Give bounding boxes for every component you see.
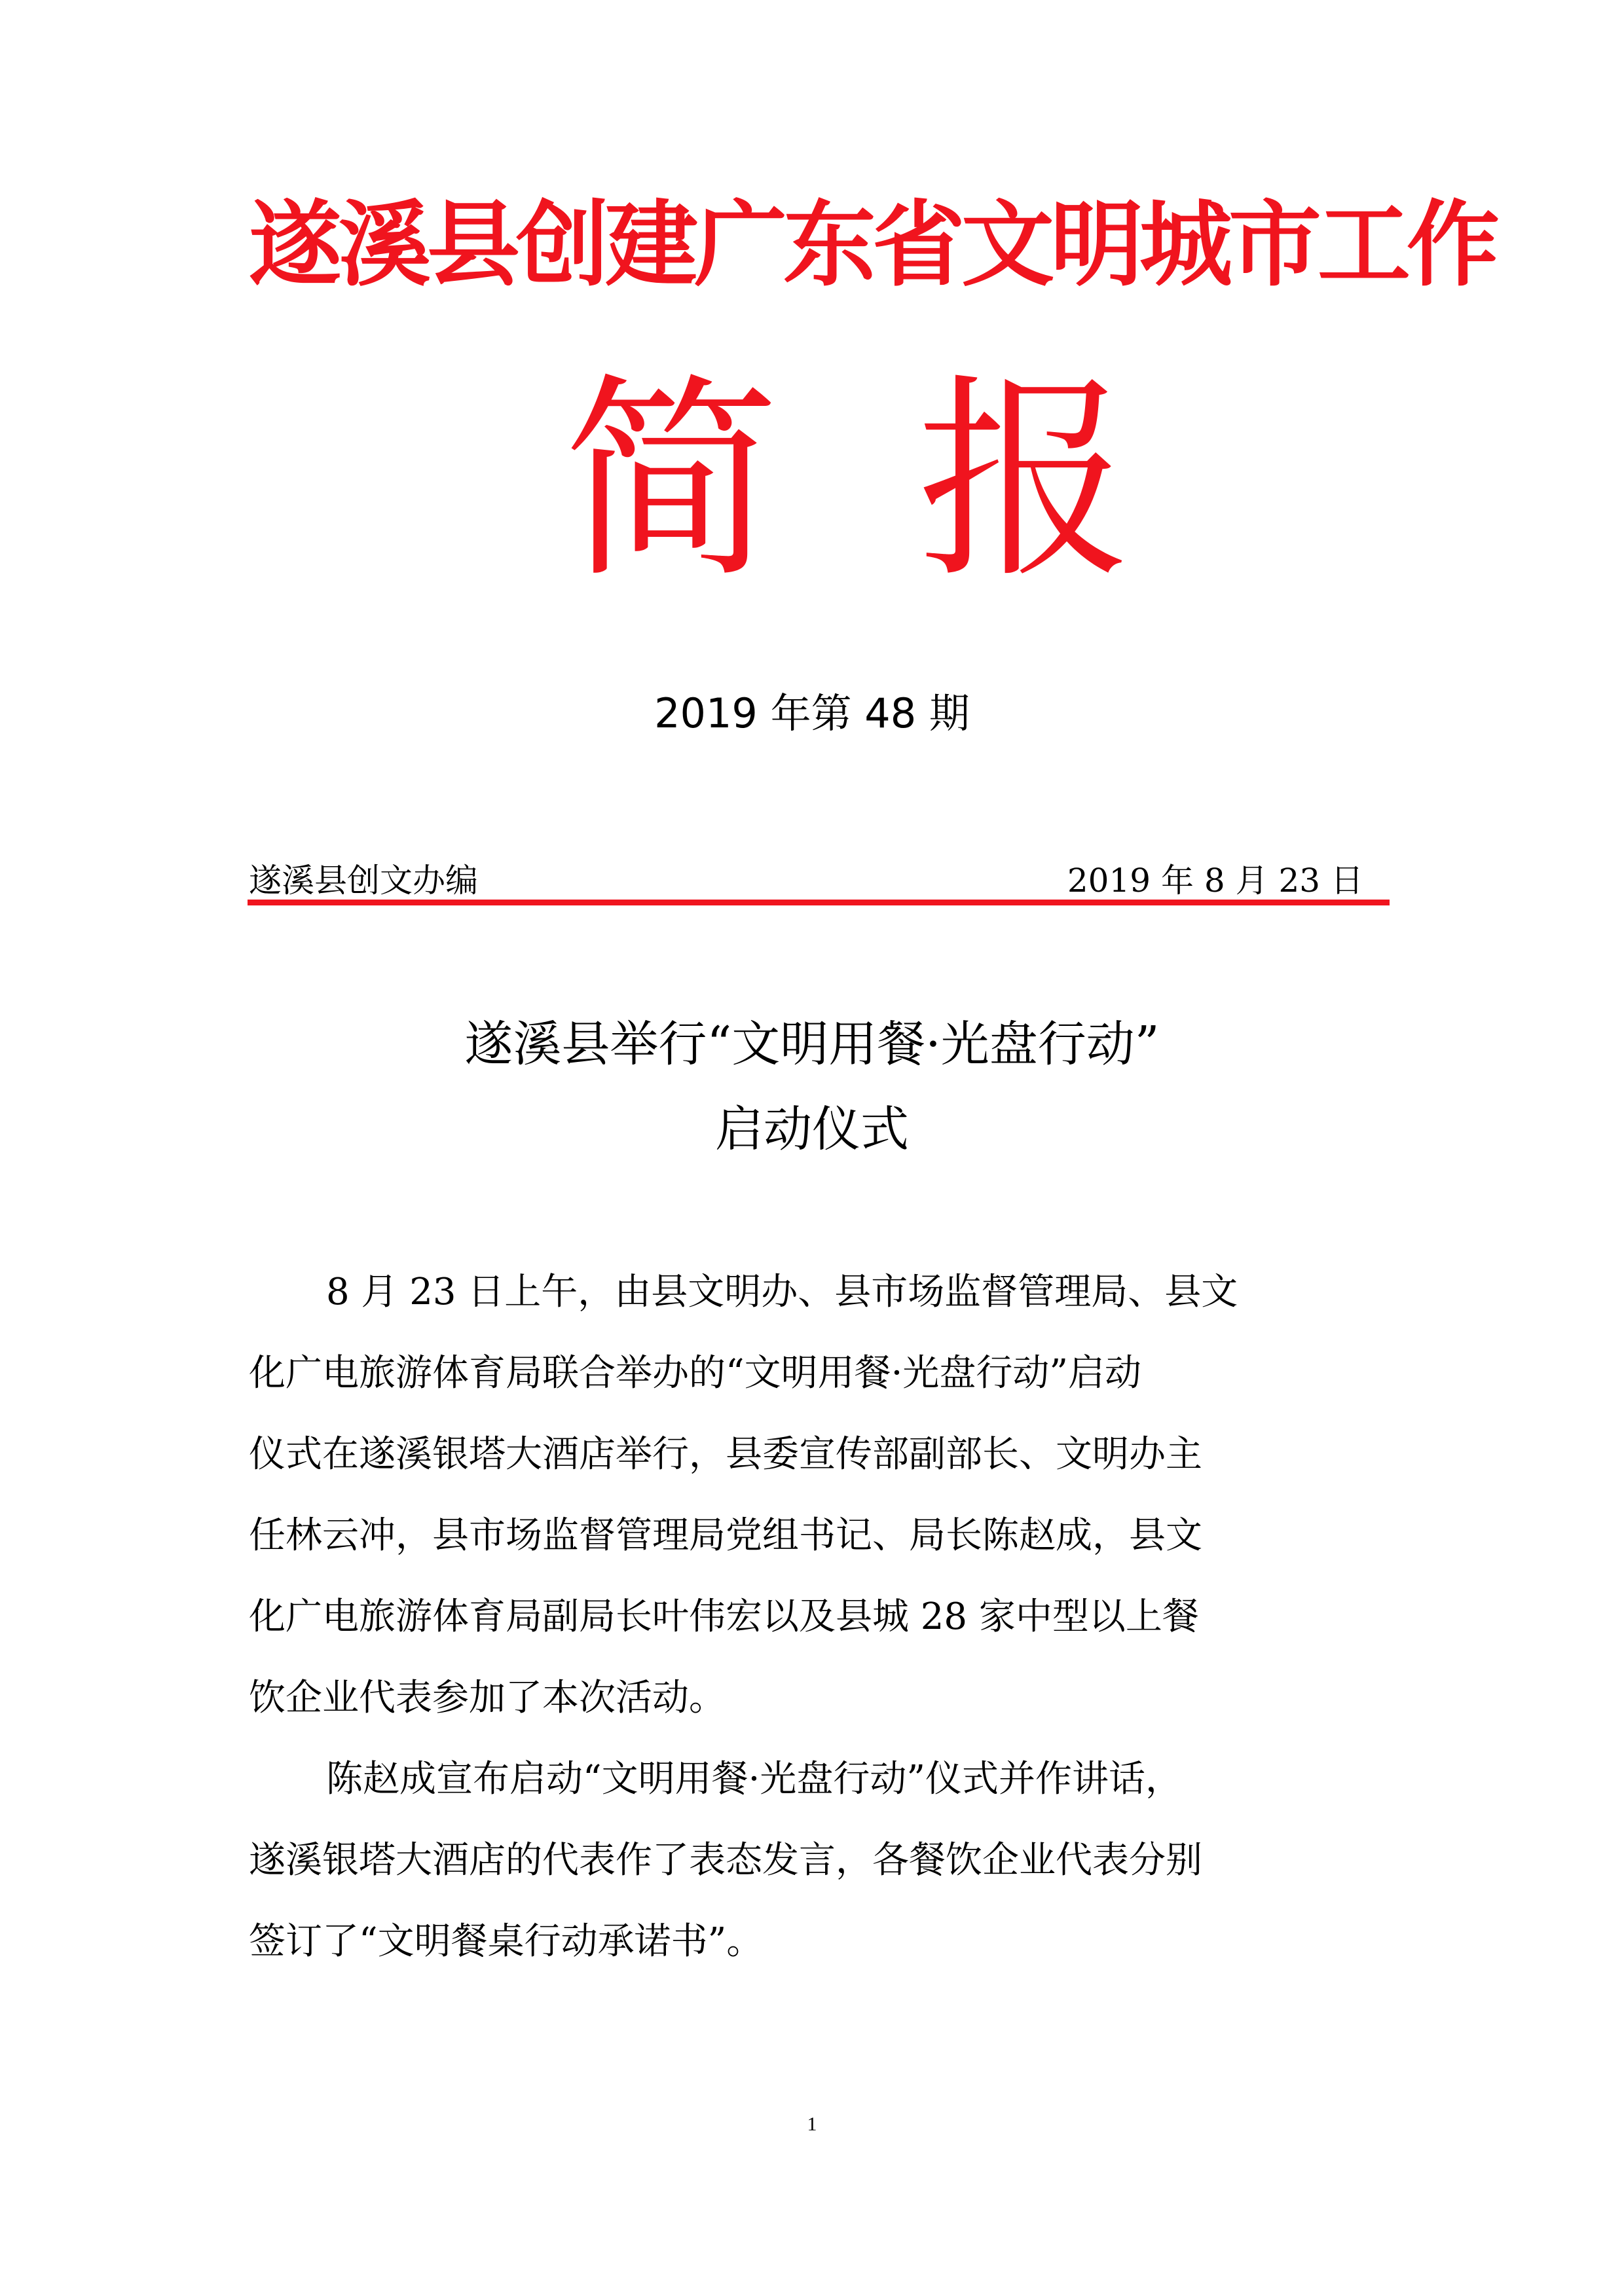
paragraph-1-line: 饮企业代表参加了本次活动。 [249,1677,726,1719]
paragraph-1-line: 任林云冲，县市场监督管理局党组书记、局长陈赵成，县文 [249,1514,1202,1557]
meta-row [249,858,1375,903]
paragraph-2-line: 陈赵成宣布启动“文明用餐·光盘行动”仪式并作讲话， [326,1758,1183,1800]
article-title [249,1002,1375,1172]
masthead-char-jian: 简 [563,355,779,607]
paragraph-1-line: 化广电旅游体育局联合举办的“文明用餐·光盘行动”启动 [249,1352,1142,1394]
red-divider-rule [248,900,1390,905]
masthead-char-bao: 报 [917,355,1133,607]
paragraph-1-line: 化广电旅游体育局副局长叶伟宏以及县城 28 家中型以上餐 [249,1595,1199,1638]
page-number: 1 [807,2113,817,2135]
article-title-line-1: 遂溪县举行“文明用餐·光盘行动” [464,1016,1160,1072]
paragraph-1-line: 8 月 23 日上午，由县文明办、县市场监督管理局、县文 [326,1271,1238,1313]
editor-label: 遂溪县创文办编 [249,862,478,900]
article-body [249,1252,1375,1982]
paragraph-1-line: 仪式在遂溪银塔大酒店举行，县委宣传部副部长、文明办主 [249,1433,1202,1476]
paragraph-2-line: 签订了“文明餐桌行动承诺书”。 [249,1920,764,1963]
masthead-title: 遂溪县创建广东省文明城市工作 [249,191,1496,299]
paragraph-2-line: 遂溪银塔大酒店的代表作了表态发言，各餐饮企业代表分别 [249,1839,1202,1882]
publish-date: 2019 年 8 月 23 日 [1067,862,1363,900]
issue-number: 2019 年第 48 期 [654,689,970,737]
article-title-line-2: 启动仪式 [715,1101,909,1157]
masthead-bulletin-label [524,355,1179,607]
